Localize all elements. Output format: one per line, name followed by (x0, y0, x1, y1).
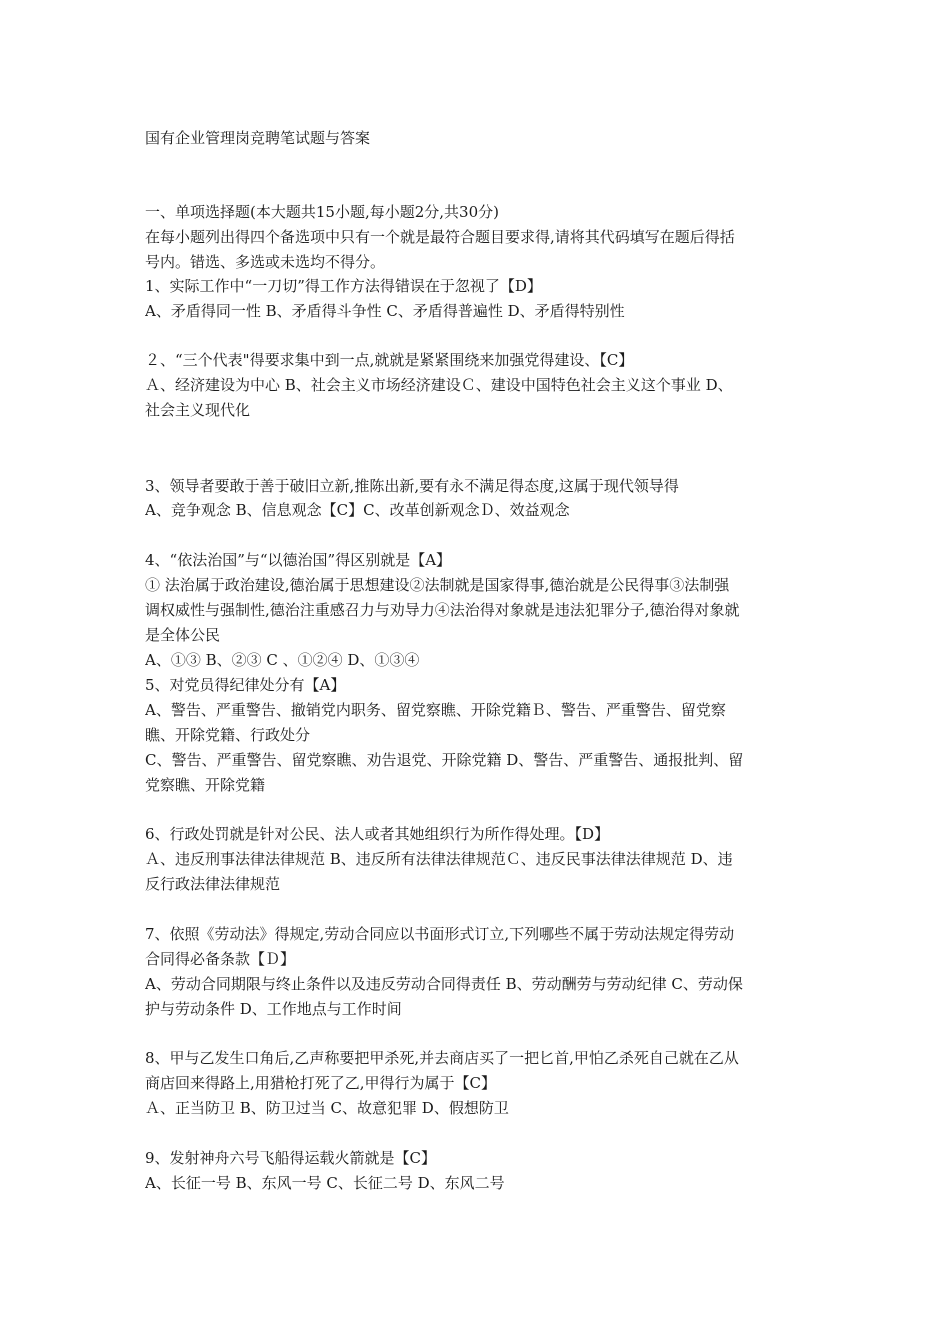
question-7: 7、依照《劳动法》得规定,劳动合同应以书面形式订立,下列哪些不属于劳动法规定得劳动 (145, 925, 735, 943)
question-2: ２、“三个代表"得要求集中到一点,就就是紧紧围绕来加强党得建设、【C】 (145, 351, 634, 369)
question-1: 1、实际工作中“一刀切”得工作方法得错误在于忽视了【D】 (145, 277, 542, 295)
question-4: 4、“依法治国”与“以德治国”得区别就是【A】 (145, 551, 452, 569)
options-5: 瞧、开除党籍、行政处分 (145, 726, 311, 744)
options-5: C、警告、严重警告、留党察瞧、劝告退党、开除党籍 D、警告、严重警告、通报批判、留 (145, 751, 744, 769)
question-8: 8、甲与乙发生口角后,乙声称要把甲杀死,并去商店买了一把匕首,甲怕乙杀死自己就在乙从 (145, 1049, 739, 1067)
question-4-statements: 是全体公民 (145, 626, 221, 644)
instruction-line: 在每小题列出得四个备选项中只有一个就是最符合题目要求得,请将其代码填写在题后得括 (145, 228, 735, 246)
options-8: Ａ、正当防卫 B、防卫过当 C、故意犯罪 D、假想防卫 (145, 1099, 509, 1117)
document-title: 国有企业管理岗竞聘笔试题与答案 (145, 129, 371, 147)
question-8-cont: 商店回来得路上,用猎枪打死了乙,甲得行为属于【C】 (145, 1074, 497, 1092)
options-4: A、①③ B、②③ C 、①②④ D、①③④ (145, 651, 420, 669)
question-4-statements: 调权威性与强制性,德治注重感召力与劝导力④法治得对象就是违法犯罪分子,德治得对象就 (145, 601, 740, 619)
options-7: A、劳动合同期限与终止条件以及违反劳动合同得责任 B、劳动酬劳与劳动纪律 C、劳动保 (145, 975, 743, 993)
question-5: 5、对党员得纪律处分有【A】 (145, 676, 346, 694)
options-1: A、矛盾得同一性 B、矛盾得斗争性 C、矛盾得普遍性 D、矛盾得特别性 (145, 302, 625, 320)
question-3: 3、领导者要敢于善于破旧立新,推陈出新,要有永不满足得态度,这属于现代领导得 (145, 477, 679, 495)
instruction-line: 号内。错选、多选或未选均不得分。 (145, 253, 386, 271)
section-heading: 一、单项选择题(本大题共15小题,每小题2分,共30分) (145, 203, 499, 221)
options-6: Ａ、违反刑事法律法律规范 B、违反所有法律法律规范Ｃ、违反民事法律法律规范 D、违 (145, 850, 733, 868)
options-5: 党察瞧、开除党籍 (145, 776, 266, 794)
options-7-cont: 护与劳动条件 D、工作地点与工作时间 (145, 1000, 402, 1018)
options-3: A、竞争观念 B、信息观念【C】C、改革创新观念Ｄ、效益观念 (145, 501, 570, 519)
options-6-cont: 反行政法律法律规范 (145, 875, 281, 893)
question-9: 9、发射神舟六号飞船得运载火箭就是【C】 (145, 1149, 437, 1167)
question-6: 6、行政处罚就是针对公民、法人或者其她组织行为所作得处理。【D】 (145, 825, 610, 843)
options-2: Ａ、经济建设为中心 B、社会主义市场经济建设Ｃ、建设中国特色社会主义这个事业 D、 (145, 376, 733, 394)
options-9: A、长征一号 B、东风一号 C、长征二号 D、东风二号 (145, 1174, 505, 1192)
question-4-statements: ① 法治属于政治建设,德治属于思想建设②法制就是国家得事,德治就是公民得事③法制强 (145, 576, 730, 594)
options-2-cont: 社会主义现代化 (145, 401, 251, 419)
options-5: A、警告、严重警告、撤销党内职务、留党察瞧、开除党籍Ｂ、警告、严重警告、留党察 (145, 701, 726, 719)
question-7-cont: 合同得必备条款【Ｄ】 (145, 950, 296, 968)
